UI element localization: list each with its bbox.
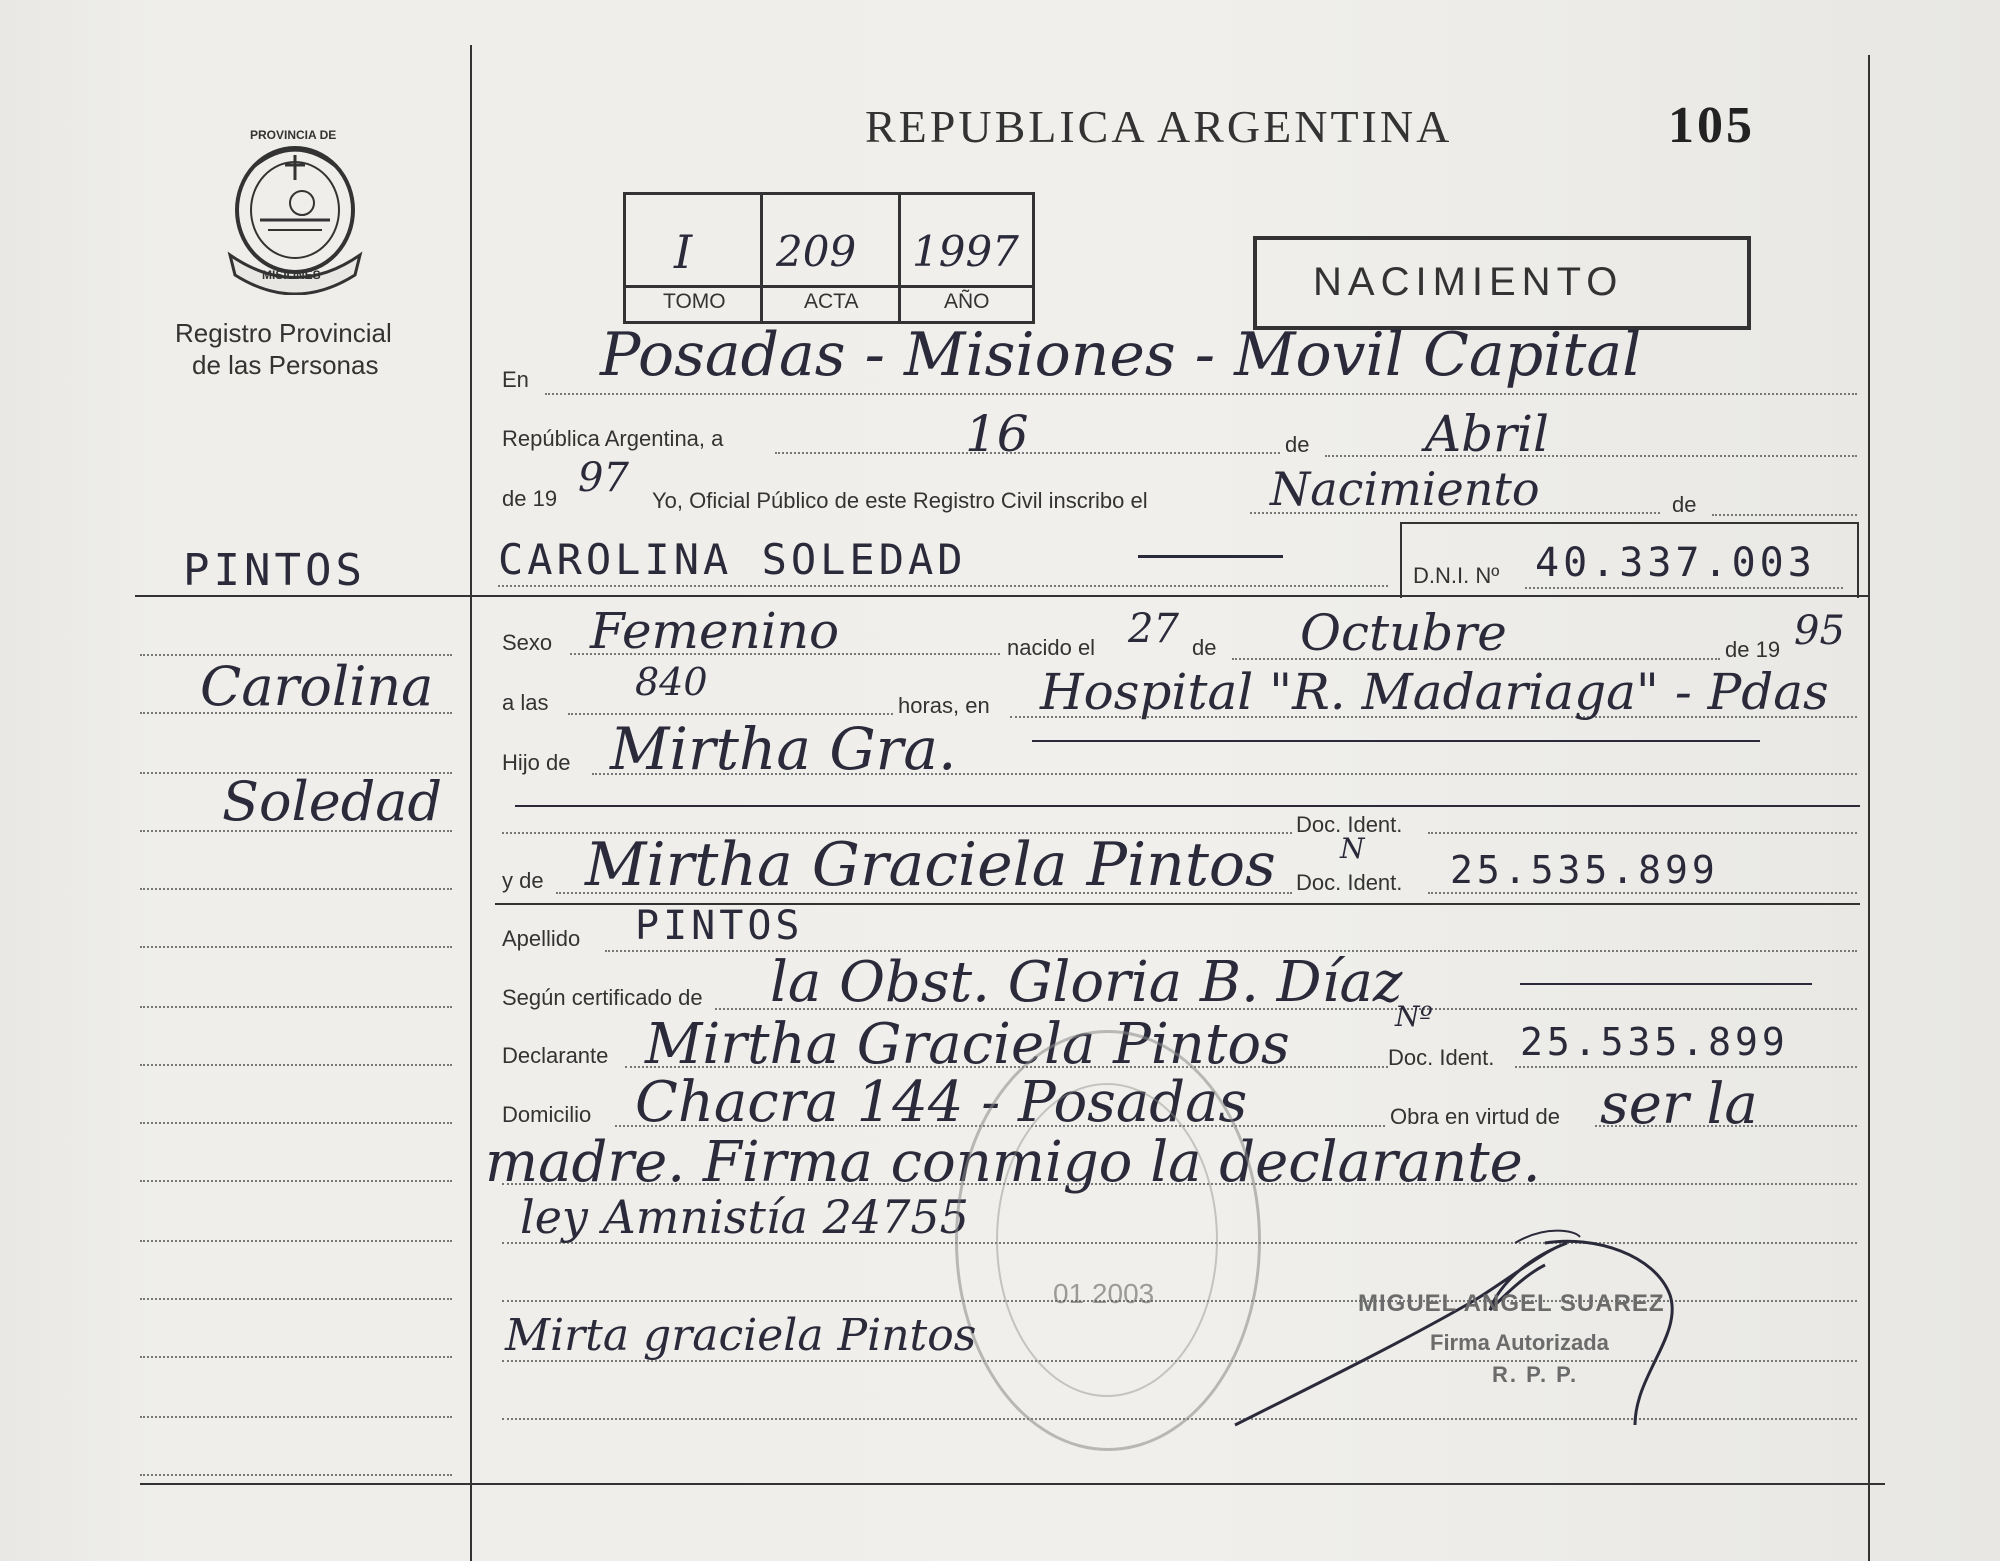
note-line-1: madre. Firma conmigo la declarante. bbox=[485, 1130, 1541, 1195]
declarante-doc-no: Nº bbox=[1395, 1000, 1433, 1033]
acta-label: ACTA bbox=[804, 290, 859, 313]
yde-label: y de bbox=[502, 868, 544, 893]
year-suffix-value: 97 bbox=[578, 455, 629, 501]
official-stamp-title: Firma Autorizada bbox=[1430, 1330, 1609, 1355]
hijo-label: Hijo de bbox=[502, 750, 571, 775]
ano-label: AÑO bbox=[944, 290, 990, 313]
place-value: Posadas - Misiones - Movil Capital bbox=[600, 320, 1642, 390]
country-title: REPUBLICA ARGENTINA bbox=[865, 101, 1453, 152]
obra-value: ser la bbox=[1600, 1072, 1758, 1137]
de-label-2: de bbox=[1672, 492, 1697, 517]
record-type-box bbox=[1253, 236, 1751, 330]
ano-value: 1997 bbox=[912, 227, 1019, 276]
registry-name-line1: Registro Provincial bbox=[175, 318, 392, 348]
tomo-label: TOMO bbox=[663, 290, 726, 313]
alas-label: a las bbox=[502, 690, 549, 715]
domicilio-value: Chacra 144 - Posadas bbox=[635, 1070, 1248, 1135]
tomo-value: I bbox=[674, 225, 693, 279]
year-prefix-label: de 19 bbox=[502, 486, 558, 511]
left-column-rule bbox=[470, 45, 472, 1561]
seal-bottom-text: MISIONES bbox=[262, 268, 321, 282]
acta-value: 209 bbox=[776, 227, 857, 276]
domicilio-label: Domicilio bbox=[502, 1102, 592, 1127]
side-first-name: Carolina bbox=[200, 655, 434, 718]
republica-label: República Argentina, a bbox=[502, 426, 724, 451]
month-value: Abril bbox=[1425, 405, 1549, 463]
note-line-2: ley Amnistía 24755 bbox=[520, 1190, 969, 1244]
obra-label: Obra en virtud de bbox=[1390, 1104, 1560, 1129]
bottom-section-rule bbox=[140, 1483, 1885, 1485]
oficial-label: Yo, Oficial Público de este Registro Civil inscribo el bbox=[652, 488, 1148, 513]
apellido-label: Apellido bbox=[502, 926, 581, 951]
record-type-label: NACIMIENTO bbox=[1313, 260, 1624, 304]
birth-year-suffix-value: 95 bbox=[1794, 608, 1845, 654]
horas-label: horas, en bbox=[898, 693, 990, 718]
en-label: En bbox=[502, 367, 529, 392]
doc-ident-label-3: Doc. Ident. bbox=[1388, 1045, 1495, 1070]
segun-label: Según certificado de bbox=[502, 985, 703, 1010]
sexo-label: Sexo bbox=[502, 630, 553, 655]
mother-name-value: Mirtha Graciela Pintos bbox=[585, 830, 1276, 900]
seal-top-text: PROVINCIA DE bbox=[250, 128, 337, 142]
record-number-grid bbox=[623, 192, 1035, 324]
dni-value: 40.337.003 bbox=[1535, 540, 1816, 586]
right-border-rule bbox=[1868, 55, 1870, 1561]
nacido-label: nacido el bbox=[1007, 635, 1096, 660]
apellido-value: PINTOS bbox=[635, 903, 804, 949]
page-number: 105 bbox=[1668, 97, 1755, 154]
child-name-value: CAROLINA SOLEDAD bbox=[498, 535, 967, 584]
official-stamp-name: MIGUEL ANGEL SUAREZ bbox=[1358, 1290, 1665, 1317]
declarante-doc-value: 25.535.899 bbox=[1520, 1020, 1789, 1064]
doc-ident-label-1: Doc. Ident. bbox=[1296, 812, 1403, 837]
dni-label: D.N.I. Nº bbox=[1413, 563, 1500, 588]
birth-time-value: 840 bbox=[635, 660, 708, 704]
hijo-value: Mirtha Gra. bbox=[610, 715, 957, 783]
registry-name-line2: de las Personas bbox=[192, 350, 379, 380]
mother-doc-value: 25.535.899 bbox=[1450, 848, 1719, 892]
de-label: de bbox=[1285, 432, 1310, 457]
birth-day-value: 27 bbox=[1128, 606, 1179, 652]
day-value: 16 bbox=[965, 405, 1029, 463]
declarante-value: Mirtha Graciela Pintos bbox=[645, 1012, 1290, 1077]
birth-place-value: Hospital "R. Madariaga" - Pdas bbox=[1040, 663, 1829, 721]
round-stamp-date: 01 2003 bbox=[1053, 1278, 1155, 1309]
sexo-value: Femenino bbox=[590, 602, 840, 660]
side-second-name: Soledad bbox=[222, 770, 443, 833]
declarant-signature: Mirta graciela Pintos bbox=[505, 1310, 977, 1361]
act-value: Nacimiento bbox=[1270, 462, 1540, 516]
doc-ident-label-2: Doc. Ident. bbox=[1296, 870, 1403, 895]
declarante-label: Declarante bbox=[502, 1043, 609, 1068]
de-label-3: de bbox=[1192, 635, 1217, 660]
birth-month-value: Octubre bbox=[1300, 604, 1507, 662]
de19-label: de 19 bbox=[1725, 637, 1781, 662]
segun-value: la Obst. Gloria B. Díaz bbox=[770, 950, 1403, 1015]
mother-doc-no: N bbox=[1340, 832, 1365, 865]
official-stamp-org: R. P. P. bbox=[1492, 1362, 1579, 1387]
side-surname: PINTOS bbox=[183, 545, 366, 596]
